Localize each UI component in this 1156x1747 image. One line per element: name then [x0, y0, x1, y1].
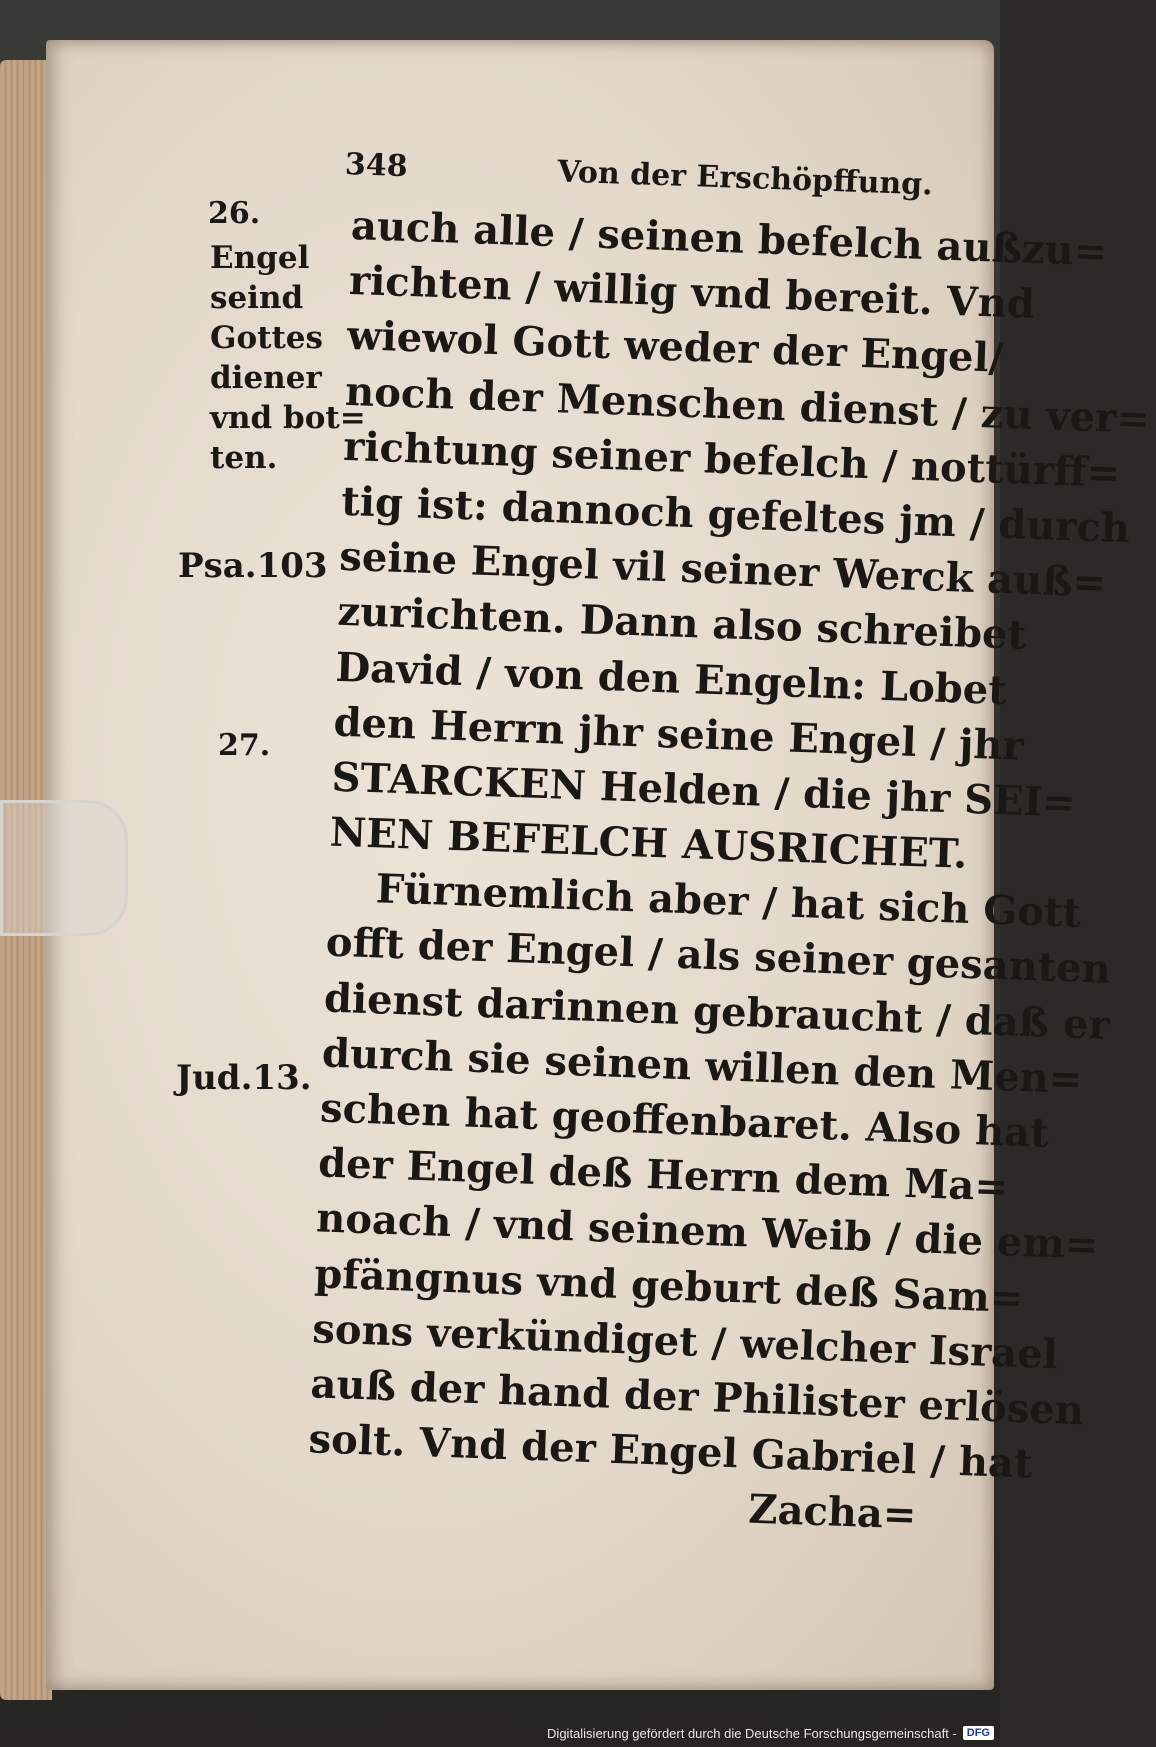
margin-note [210, 238, 366, 478]
margin-note-line: diener [210, 360, 322, 396]
margin-ref-psalm: Psa.103 [178, 546, 328, 586]
bookmark-tab [0, 800, 128, 936]
margin-note-line: seind [210, 280, 304, 316]
margin-ref-judges: Jud.13. [176, 1058, 312, 1098]
text-line: seine Engel vil seiner Werck auß= [338, 532, 1107, 607]
text-line: der Engel deß Herrn dem Ma= [317, 1139, 1009, 1211]
body-text [306, 198, 1151, 1543]
text-line: David / von den Engeln: Lobet [334, 643, 1008, 714]
text-line: Fürnemlich aber / hat sich Gott [375, 865, 1082, 938]
text-line: dienst darinnen gebraucht / daß er [323, 974, 1111, 1049]
page-number: 348 [344, 146, 409, 184]
margin-note-line: Engel [210, 240, 310, 276]
section-number-26: 26. [208, 196, 261, 231]
text-line: durch sie seinen willen den Men= [321, 1029, 1084, 1103]
text-line: noach / vnd seinem Weib / die em= [315, 1194, 1100, 1270]
text-line: pfängnus vnd geburt deß Sam= [313, 1249, 1025, 1322]
section-number-27: 27. [218, 728, 271, 763]
text-line: solt. Vnd der Engel Gabriel / hat [307, 1415, 1034, 1488]
margin-note-line: vnd bot= [210, 400, 366, 436]
text-line: auch alle / seinen befelch außzu= [350, 201, 1109, 276]
text-line: NEN BEFELCH AUSRICHET. [329, 808, 969, 878]
running-title: Von der Erschöpffung. [556, 153, 934, 203]
text-line: richten / willig vnd bereit. Vnd [348, 257, 1036, 329]
text-line: STARCKEN Helden / die jhr SEI= [330, 753, 1077, 827]
text-line: noch der Menschen dienst / zu ver= [344, 367, 1151, 443]
text-line: auß der hand der Philister erlösen [309, 1360, 1085, 1435]
text-line: sons verkündiget / welcher Israel [311, 1305, 1059, 1379]
margin-note-line: Gottes [210, 320, 323, 356]
digitization-credit [547, 1723, 994, 1743]
dfg-logo: DFG [963, 1726, 994, 1740]
text-line: schen hat geoffenbaret. Also hat [319, 1084, 1050, 1157]
credit-text: Digitalisierung gefördert durch die Deutsche Forschungsgemeinschaft - [547, 1725, 957, 1741]
text-line: tig ist: dannoch gefeltes jm / durch [340, 477, 1131, 553]
text-line: den Herrn jhr seine Engel / jhr [332, 698, 1025, 770]
text-line: offt der Engel / als seiner gesanten [325, 918, 1112, 994]
text-line: wiewol Gott weder der Engel/ [346, 312, 1005, 383]
text-line: richtung seiner befelch / nottürff= [342, 422, 1122, 497]
catchword: Zacha= [747, 1485, 918, 1539]
text-line: zurichten. Dann also schreibet [336, 588, 1027, 660]
margin-note-line: ten. [210, 440, 278, 476]
